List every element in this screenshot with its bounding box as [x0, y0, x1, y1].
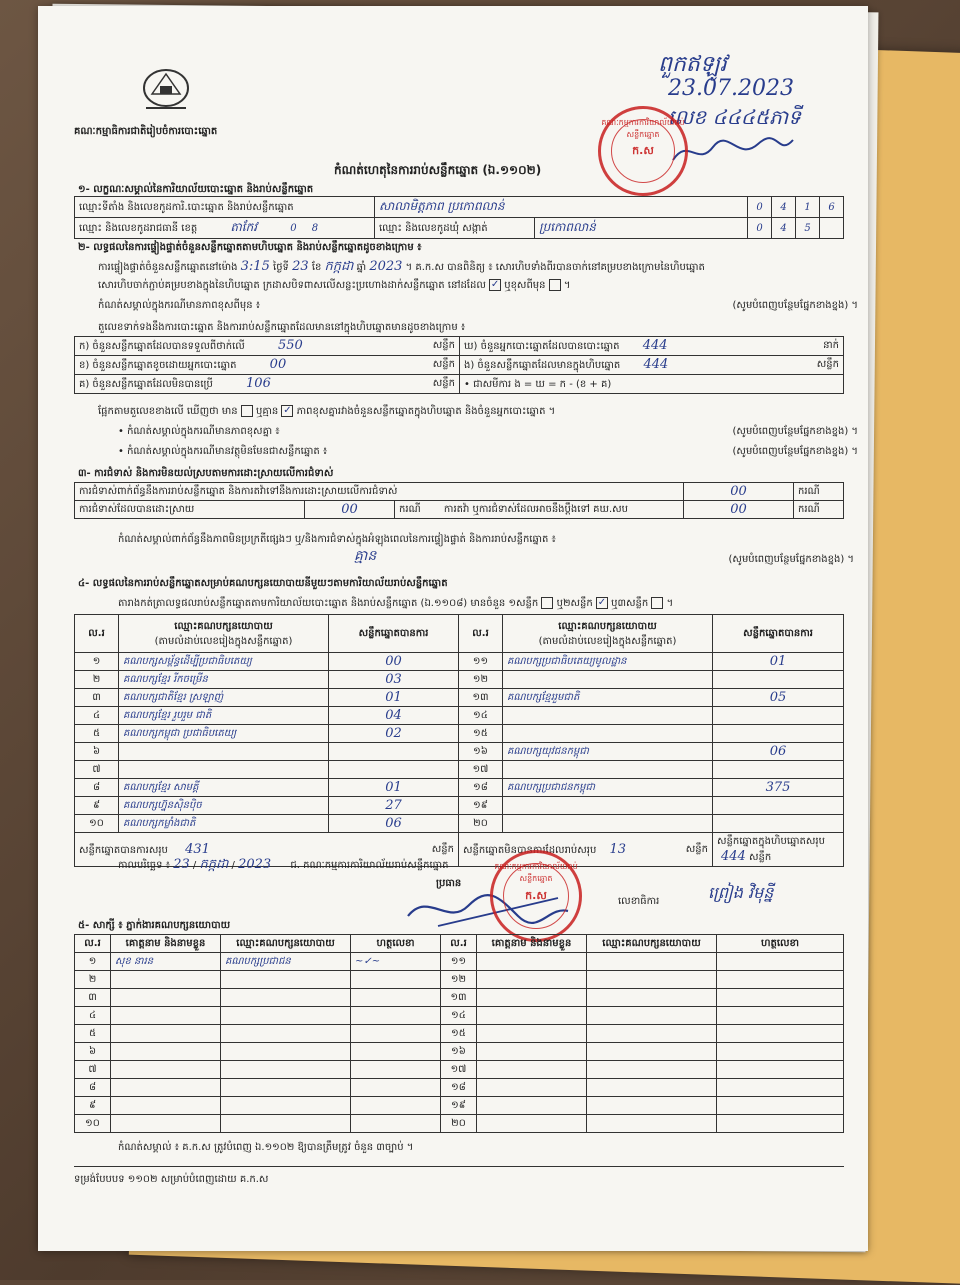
province-value: តាកែវ: [230, 220, 257, 234]
section3-title: ៣- ការជំទាស់ និងការមិនយល់ស្របតាមការដោះស្រាយលើការជំទាស់: [78, 466, 333, 481]
seal-status-line: សោរហិបចាក់ភ្ជាប់គម្របខាងក្នុងនៃហិបឆ្នោត ក្រដាសបិទពាសលើសន្លះប្រហោងដាក់សន្លឹកឆ្នោត នៅដដែល ✓ ឬខុសពីមុន ។: [98, 278, 570, 293]
figures-intro: តួលេខទាក់ទងនឹងការបោះឆ្នោត និងការរាប់សន្លឹកឆ្នោតដែលមាននៅក្នុងហិបឆ្នោតមានដូចខាងក្រោម ៖: [98, 320, 465, 335]
secretary-label: លេខាធិការ: [618, 894, 659, 909]
commune-value: ប្រកោពលាន់: [535, 218, 748, 239]
party-row-12-name: [503, 671, 713, 689]
ballots-in-box-label: ង) ចំនួនសន្លឹកឆ្នោតដែលមានក្នុងហិបឆ្នោត: [464, 360, 620, 371]
equation-label: • ជាសមីការ ង = ឃ = ក - (ខ + គ): [460, 375, 844, 394]
results-sheet-count: តារាងកត់ត្រាលទ្ធផលរាប់សន្លឹកឆ្នោតតាមការិយាល័យបោះឆ្នោត និងរាប់សន្លឹកឆ្នោត (ឯ.១១០៨) មានចំនួន ១សន្លឹក ឬ២សន្លឹក ✓ ឬ៣សន្លឹក ។: [118, 596, 673, 611]
verification-day: 23: [292, 259, 309, 274]
party-row-17-votes: [713, 761, 844, 779]
party-row-20-name: [503, 815, 713, 833]
handwritten-note-3: លេខ ៤៤៤៥ភាទី: [668, 104, 801, 134]
party-row-19-votes: [713, 797, 844, 815]
party-row-13-name: គណបក្សខ្មែររួមជាតិ: [503, 689, 713, 707]
party-row-4-name: គណបក្សខ្មែរ រួបរួម ជាតិ: [119, 707, 329, 725]
party-row-1-votes: 00: [329, 653, 459, 671]
handwritten-note-2: 23.07.2023: [668, 76, 794, 101]
signing-month: កក្កដា: [199, 857, 228, 872]
party-row-14-votes: [713, 707, 844, 725]
verification-month: កក្កដា: [325, 259, 354, 274]
objections-value: 00: [684, 483, 794, 501]
unused-ballots-label: គ) ចំនួនសន្លឹកឆ្នោតដែលមិនបានប្រើ: [79, 379, 213, 390]
footer-note: កំណត់សម្គាល់ ៖ គ.ក.ស ត្រូវបំពេញ ឯ.១១០២ ឱ្យបានត្រឹមត្រូវ ចំនួន ៣ច្បាប់ ។: [118, 1140, 413, 1155]
voters-value: 444: [643, 338, 668, 353]
unused-ballots-value: 106: [246, 376, 271, 391]
party-row-1-name: គណបក្សសម្ព័ន្ធដើម្បីប្រជាធិបតេយ្យ: [119, 653, 329, 671]
party-row-15-votes: [713, 725, 844, 743]
province-code-2: 8: [312, 223, 318, 234]
verification-time: 3:15: [241, 259, 270, 274]
party-row-3-votes: 01: [329, 689, 459, 707]
commune-code-3: 5: [796, 218, 820, 239]
authority-name: គណៈកម្មាធិការជាតិរៀបចំការបោះឆ្នោត: [74, 124, 217, 139]
section1-table: [74, 196, 844, 239]
party-row-6-name: [119, 743, 329, 761]
foreign-object-note: • កំណត់សម្គាល់ក្នុងករណីមានវត្ថុមិនមែនជាសន្លឹកឆ្នោត ៖ (សូមបំពេញបន្ថែមផ្នែកខាងខ្នង) ។: [118, 444, 858, 459]
footer-divider: [74, 1166, 844, 1167]
location-code-2: 4: [772, 197, 796, 218]
section5-title: ៥- សាក្សី ៖ ភ្នាក់ងារគណបក្សនយោបាយ: [78, 918, 230, 933]
commune-code-2: 4: [772, 218, 796, 239]
seal-unchanged-checkbox[interactable]: ✓: [489, 279, 501, 291]
discrepancy-yes-checkbox[interactable]: [241, 405, 253, 417]
province-label: ឈ្មោះ និងលេខកូដរាជធានី ខេត្ត: [79, 223, 197, 234]
province-code-1: 0: [290, 223, 296, 234]
ballot-figures-table: ក) ចំនួនសន្លឹកឆ្នោតដែលបានទទួលពីថាក់លើ 550 សន្លឹក ឃ) ចំនួនអ្នកបោះឆ្នោតដែលបានបោះឆ្នោត 444 នាក់ ខ) ចំនួនសន្លឹកឆ្នោតខូចដោយអ្នកបោះឆ្នោត 00 សន្លឹក ង) ចំនួនសន្លឹកឆ្នោតដែលមានក្នុងហិបឆ្នោត 444 សន្លឹក គ) ចំនួនសន្លឹកឆ្នោតដែលមិនបានប្រើ 106 សន្លឹក • ជាសមីការ ង = ឃ = ក - (ខ + គ): [74, 336, 844, 394]
resolved-value: 00: [305, 501, 395, 519]
voters-label: ឃ) ចំនួនអ្នកបោះឆ្នោតដែលបានបោះឆ្នោត: [464, 341, 620, 352]
location-value: សាលាមិត្តភាព ប្រកោពលាន់: [375, 197, 748, 218]
party-row-19-name: [503, 797, 713, 815]
received-ballots-value: 550: [278, 338, 303, 353]
party-row-7-votes: [329, 761, 459, 779]
commune-label: ឈ្មោះ និងលេខកូដឃុំ សង្កាត់: [375, 218, 535, 239]
secretary-name: ព្រៀង វិមុន្នី: [708, 882, 773, 906]
objections-label: ការជំទាស់ពាក់ព័ន្ធនឹងការរាប់សន្លឹកឆ្នោត និងការតវ៉ាទៅនឹងការដោះស្រាយលើការជំទាស់: [75, 483, 684, 501]
two-sheet-checkbox[interactable]: ✓: [596, 597, 608, 609]
party-row-8-votes: 01: [329, 779, 459, 797]
chair-label: ប្រធាន: [436, 876, 461, 891]
party-row-5-votes: 02: [329, 725, 459, 743]
party-row-11-name: គណបក្សប្រជាធិបតេយ្យមូលដ្ឋាន: [503, 653, 713, 671]
irregularity-note-value: គ្មាន: [354, 546, 376, 567]
verification-year: 2023: [369, 259, 402, 274]
party-row-14-name: [503, 707, 713, 725]
location-label: ឈ្មោះទីតាំង និងលេខកូដការិ.បោះឆ្នោត និងរាប់សន្លឹកឆ្នោត: [75, 197, 375, 218]
party-row-10-name: គណបក្សកម្លាំងជាតិ: [119, 815, 329, 833]
party-row-3-name: គណបក្សជាតិខ្មែរ ស្រឡាញ់: [119, 689, 329, 707]
total-valid-value: 431: [185, 842, 210, 857]
ballots-in-box-value: 444: [643, 357, 668, 372]
handwritten-note-1: ពួកឥឡូវ: [658, 50, 727, 82]
party-row-5-name: គណបក្សកម្ពុជា ប្រជាធិបតេយ្យ: [119, 725, 329, 743]
resolved-label: ការជំទាស់ដែលបានដោះស្រាយ: [75, 501, 305, 519]
party-row-2-name: គណបក្សខ្មែរ រីកចម្រើន: [119, 671, 329, 689]
discrepancy-line: ផ្អែកតាមតួលេខខាងលើ ឃើញថា មាន ឬគ្មាន ✓ ភាពខុសគ្នារវាងចំនួនសន្លឹកឆ្នោតក្នុងហិបឆ្នោត និងចំនួនអ្នកបោះឆ្នោត ។: [98, 404, 555, 419]
received-ballots-label: ក) ចំនួនសន្លឹកឆ្នោតដែលបានទទួលពីថាក់លើ: [79, 341, 245, 352]
signing-date-line: កាលបរិច្ឆេទ ៖ 23 / កក្កដា / 2023 ជ. គណៈកម្មការការិយាល័យរាប់សន្លឹកឆ្នោត: [118, 856, 448, 875]
commune-code-1: 0: [748, 218, 772, 239]
party-row-20-votes: [713, 815, 844, 833]
party-row-8-name: គណបក្សខ្មែរ សាមគ្គី: [119, 779, 329, 797]
discrepancy-note: • កំណត់សម្គាល់ក្នុងករណីមានភាពខុសគ្នា ៖ (សូមបំពេញបន្ថែមផ្នែកខាងខ្នង) ។: [118, 424, 858, 439]
emblem-icon: [138, 64, 194, 114]
party-row-17-name: [503, 761, 713, 779]
irregularity-note: កំណត់សម្គាល់ពាក់ព័ន្ធនឹងភាពមិនប្រក្រតីផ្សេងៗ ឬ/និងការជំទាស់ក្នុងអំឡុងពេលនៃការផ្ទៀងផ្ទាត់ និងការរាប់សន្លឹកឆ្នោត ៖: [118, 532, 556, 547]
location-code-1: 0: [748, 197, 772, 218]
witness-1-party: គណបក្សប្រជាជន: [221, 953, 351, 971]
location-code-4: 6: [820, 197, 844, 218]
spoiled-ballots-label: ខ) ចំនួនសន្លឹកឆ្នោតខូចដោយអ្នកបោះឆ្នោត: [79, 360, 236, 371]
total-box-value: 444: [721, 849, 746, 864]
seal-changed-checkbox[interactable]: [549, 279, 561, 291]
official-stamp-top: គណៈកម្មការការិយាល័យរាប់សន្លឹកឆ្នោត ក.ស: [598, 106, 688, 196]
section4-title: ៤- លទ្ធផលនៃការរាប់សន្លឹកឆ្នោតសម្រាប់គណបក្សនយោបាយនីមួយៗតាមការិយាល័យរាប់សន្លឹកឆ្នោត: [78, 576, 448, 591]
party-row-18-name: គណបក្សប្រជាជនកម្ពុជា: [503, 779, 713, 797]
witness-1-name: សុខ នារន: [111, 953, 221, 971]
party-row-16-name: គណបក្សយុវជនកម្ពុជា: [503, 743, 713, 761]
party-row-9-name: គណបក្សហ្វ៊ុនស៊ិនប៉ិច: [119, 797, 329, 815]
party-row-6-votes: [329, 743, 459, 761]
party-row-13-votes: 05: [713, 689, 844, 707]
difference-note-line: កំណត់សម្គាល់ក្នុងករណីមានភាពខុសពីមុន ៖ (សូមបំពេញបន្ថែមផ្នែកខាងខ្នង) ។: [98, 298, 858, 313]
form-sheet: គណៈកម្មាធិការជាតិរៀបចំការបោះឆ្នោត ពួកឥឡូវ 23.07.2023 លេខ ៤៤៤៥ភាទី គណៈកម្មការការិយាល័យរាប់សន្លឹកឆ្នោត ក.ស កំណត់ហេតុនៃការរាប់សន្លឹកឆ្នោត (ឯ.១១០២) ១- លក្ខណៈសម្គាល់នៃការិយាល័យបោះឆ្នោត និងរាប់សន្លឹកឆ្នោត ឈ្មោះទីតាំង និងលេខកូដការិ.បោះឆ្នោត និងរាប់សន្លឹកឆ្នោត សាលាមិត្តភាព ប្រកោពលាន់ 0 4 1 6 ឈ្មោះ និងលេខកូដរាជធានី ខេត្ត តាកែវ 0 8 ឈ្មោះ និងលេខកូដឃុំ សង្កាត់ ប្រកោពលាន់ 0 4 5 ២- លទ្ធផលនៃការផ្ទៀងផ្ទាត់ចំនួនសន្លឹកឆ្នោតតាមហិបឆ្នោត និងរាប់សន្លឹកឆ្នោតដូចខាងក្រោម ៖ ការផ្ទៀងផ្ទាត់ចំនួនសន្លឹកឆ្នោតនៅម៉ោង 3:15 ថ្ងៃទី 23 ខែ កក្កដា ឆ្នាំ 2023 ។ គ.ក.ស បានពិនិត្យ ៖ សោរហិបទាំងពីរបានចាក់នៅគម្របខាងក្រោមនៃហិបឆ្នោត សោរហិបចាក់ភ្ជាប់គម្របខាងក្នុងនៃហិបឆ្នោត ក្រដាសបិទពាសលើសន្លះប្រហោងដាក់សន្លឹកឆ្នោត នៅដដែល ✓ ឬខុសពីមុន ។ កំណត់សម្គាល់ក្នុងករណីមានភាពខុសពីមុន ៖ (សូមបំពេញបន្ថែមផ្នែកខាងខ្នង) ។ តួលេខទាក់ទងនឹងការបោះឆ្នោត និងការរាប់សន្លឹកឆ្នោតដែលមាននៅក្នុងហិបឆ្នោតមានដូចខាងក្រោម ៖ ក) ចំនួនសន្លឹកឆ្នោតដែលបានទទួលពីថាក់លើ 550 សន្លឹក ឃ) ចំនួនអ្នកបោះឆ្នោតដែលបានបោះឆ្នោត 444 នាក់ ខ) ចំនួនសន្លឹកឆ្នោតខូចដោយអ្នកបោះឆ្នោត 00 សន្លឹក ង) ចំនួនសន្លឹកឆ្នោតដែលមានក្នុងហិបឆ្នោត 444 សន្លឹក គ) ចំនួនសន្លឹកឆ្នោតដែលមិនបានប្រើ 106 សន្លឹក • ជាសមីការ ង = ឃ = ក - (ខ + គ) ផ្អែកតាមតួលេខខាងលើ ឃើញថា មាន ឬគ្មាន ✓ ភាពខុសគ្នារវាងចំនួនសន្លឹកឆ្នោតក្នុងហិបឆ្នោត និងចំនួនអ្នកបោះឆ្នោត ។ • កំណត់សម្គាល់ក្នុងករណីមានភាពខុសគ្នា ៖ (សូមបំពេញបន្ថែមផ្នែកខាងខ្នង) ។ • កំណត់សម្គាល់ក្នុងករណីមានវត្ថុមិនមែនជាសន្លឹកឆ្នោត ៖ (សូមបំពេញបន្ថែមផ្នែកខាងខ្នង) ។ ៣- ការជំទាស់ និងការមិនយល់ស្របតាមការដោះស្រាយលើការជំទាស់ ការជំទាស់ពាក់ព័ន្ធនឹងការរាប់សន្លឹកឆ្នោត និងការតវ៉ាទៅនឹងការដោះស្រាយលើការជំទាស់ 00 ករណី ការជំទាស់ដែលបានដោះស្រាយ 00 ករណី ការតវ៉ា ឬការជំទាស់ដែលអាចនឹងប្ដឹងទៅ គឃ.សប 00 ករណី កំណត់សម្គាល់ពាក់ព័ន្ធនឹងភាពមិនប្រក្រតីផ្សេងៗ ឬ/និងការជំទាស់ក្នុងអំឡុងពេលនៃការផ្ទៀងផ្ទាត់ និងការរាប់សន្លឹកឆ្នោត ៖ គ្មាន (សូមបំពេញបន្ថែមផ្នែកខាងខ្នង) ។ ៤- លទ្ធផលនៃការរាប់សន្លឹកឆ្នោតសម្រាប់គណបក្សនយោបាយនីមួយៗតាមការិយាល័យរាប់សន្លឹកឆ្នោត តារាងកត់ត្រាលទ្ធផលរាប់សន្លឹកឆ្នោតតាមការិយាល័យបោះឆ្នោត និងរាប់សន្លឹកឆ្នោត (ឯ.១១០៨) មានចំនួន ១សន្លឹក ឬ២សន្លឹក ✓ ឬ៣សន្លឹក ។ ល.រ ឈ្មោះគណបក្សនយោបាយ (តាមលំដាប់លេខរៀងក្នុងសន្លឹកឆ្នោត) សន្លឹកឆ្នោតបានការ ល.រ ឈ្មោះគណបក្សនយោបាយ (តាមលំដាប់លេខរៀងក្នុងសន្លឹកឆ្នោត) សន្លឹកឆ្នោតបានការ ១ គណបក្សសម្ព័ន្ធដើម្បីប្រជាធិបតេយ្យ 00 ១១ គណបក្សប្រជាធិបតេយ្យមូលដ្ឋាន 01 ២ គណបក្សខ្មែរ រីកចម្រើន 03 ១២ ៣ គណបក្សជាតិខ្មែរ ស្រឡាញ់ 01 ១៣ គណបក្សខ្មែររួមជាតិ 05 ៤ គណបក្សខ្មែរ រួបរួម ជាតិ 04 ១៤ ៥ គណបក្សកម្ពុជា ប្រជាធិបតេយ្យ 02 ១៥ ៦ ១៦ គណបក្សយុវជនកម្ពុជា 06 ៧ ១៧ ៨ គណបក្សខ្មែរ សាមគ្គី 01 ១៨ គណបក្សប្រជាជនកម្ពុជា 375 ៩ គណបក្សហ្វ៊ុនស៊ិនប៉ិច 27 ១៩ ១០ គណបក្សកម្លាំងជាតិ 06 ២០ សន្លឹកឆ្នោតបានការសរុប 431 សន្លឹក សន្លឹកឆ្នោតមិនបានការដែលរាប់សរុប 13 សន្លឹក សន្លឹកឆ្នោតក្នុងហិបឆ្នោតសរុប 444 សន្លឹក កាលបរិច្ឆេទ ៖ 23 / កក្កដា / 2023 ជ. គណៈកម្មការការិយាល័យរាប់សន្លឹកឆ្នោត ប្រធាន លេខាធិការ ព្រៀង វិមុន្នី គណៈកម្មការការិយាល័យរាប់សន្លឹកឆ្នោត ក.ស ៥- សាក្សី ៖ ភ្នាក់ងារគណបក្សនយោបាយ ល.រ គោត្តនាម និងនាមខ្លួន ឈ្មោះគណបក្សនយោបាយ ហត្ថលេខា ល.រ គោត្តនាម និងនាមខ្លួន ឈ្មោះគណបក្សនយោបាយ ហត្ថលេខា ១ សុខ នារន គណបក្សប្រជាជន ~✓~ ១១ ២ ១២ ៣ ១៣ ៤ ១៤ ៥ ១៥ ៦ ១៦ ៧ ១៧ ៨ ១៨ ៩ ១៩ ១០ ២០ កំណត់សម្គាល់ ៖ គ.ក.ស ត្រូវបំពេញ ឯ.១១០២ ឱ្យបានត្រឹមត្រូវ ចំនួន ៣ច្បាប់ ។ ទម្រង់បែបបទ ១១០២ សម្រាប់បំពេញដោយ គ.ក.ស: [38, 6, 868, 1251]
party-row-11-votes: 01: [713, 653, 844, 671]
objections-table: ការជំទាស់ពាក់ព័ន្ធនឹងការរាប់សន្លឹកឆ្នោត និងការតវ៉ាទៅនឹងការដោះស្រាយលើការជំទាស់ 00 ករណី ការជំទាស់ដែលបានដោះស្រាយ 00 ករណី ការតវ៉ា ឬការជំទាស់ដែលអាចនឹងប្ដឹងទៅ គឃ.សប 00 ករណី: [74, 482, 844, 519]
discrepancy-no-checkbox[interactable]: ✓: [281, 405, 293, 417]
appeal-value: 00: [684, 501, 794, 519]
party-row-2-votes: 03: [329, 671, 459, 689]
party-row-4-votes: 04: [329, 707, 459, 725]
party-row-16-votes: 06: [713, 743, 844, 761]
location-code-3: 1: [796, 197, 820, 218]
signing-year: 2023: [238, 857, 271, 872]
witness-1-signature: ~✓~: [351, 953, 441, 971]
party-row-10-votes: 06: [329, 815, 459, 833]
official-stamp-bottom: គណៈកម្មការការិយាល័យរាប់សន្លឹកឆ្នោត ក.ស: [490, 850, 582, 942]
witness-table: ល.រ គោត្តនាម និងនាមខ្លួន ឈ្មោះគណបក្សនយោបាយ ហត្ថលេខា ល.រ គោត្តនាម និងនាមខ្លួន ឈ្មោះគណបក្សនយោបាយ ហត្ថលេខា ១ សុខ នារន គណបក្សប្រជាជន ~✓~ ១១ ២ ១២ ៣ ១៣ ៤ ១៤ ៥ ១៥ ៦ ១៦ ៧ ១៧ ៨ ១៨ ៩ ១៩ ១០ ២០: [74, 934, 844, 1133]
party-row-9-votes: 27: [329, 797, 459, 815]
spoiled-ballots-value: 00: [270, 357, 287, 372]
three-sheet-checkbox[interactable]: [651, 597, 663, 609]
party-row-12-votes: [713, 671, 844, 689]
total-invalid-value: 13: [610, 842, 627, 857]
party-row-15-name: [503, 725, 713, 743]
one-sheet-checkbox[interactable]: [541, 597, 553, 609]
party-row-7-name: [119, 761, 329, 779]
signing-day: 23: [173, 857, 190, 872]
verification-line: ការផ្ទៀងផ្ទាត់ចំនួនសន្លឹកឆ្នោតនៅម៉ោង 3:15 ថ្ងៃទី 23 ខែ កក្កដា ឆ្នាំ 2023 ។ គ.ក.ស បានពិនិត្យ ៖ សោរហិបទាំងពីរបានចាក់នៅគម្របខាងក្រោមនៃហិបឆ្នោត: [98, 258, 858, 277]
party-row-18-votes: 375: [713, 779, 844, 797]
section1-title: ១- លក្ខណៈសម្គាល់នៃការិយាល័យបោះឆ្នោត និងរាប់សន្លឹកឆ្នោត: [78, 182, 313, 197]
results-table: ល.រ ឈ្មោះគណបក្សនយោបាយ (តាមលំដាប់លេខរៀងក្នុងសន្លឹកឆ្នោត) សន្លឹកឆ្នោតបានការ ល.រ ឈ្មោះគណបក្សនយោបាយ (តាមលំដាប់លេខរៀងក្នុងសន្លឹកឆ្នោត) សន្លឹកឆ្នោតបានការ ១ គណបក្សសម្ព័ន្ធដើម្បីប្រជាធិបតេយ្យ 00 ១១ គណបក្សប្រជាធិបតេយ្យមូលដ្ឋាន 01 ២ គណបក្សខ្មែរ រីកចម្រើន 03 ១២ ៣ គណបក្សជាតិខ្មែរ ស្រឡាញ់ 01 ១៣ គណបក្សខ្មែររួមជាតិ 05 ៤ គណបក្សខ្មែរ រួបរួម ជាតិ 04 ១៤ ៥ គណបក្សកម្ពុជា ប្រជាធិបតេយ្យ 02 ១៥ ៦ ១៦ គណបក្សយុវជនកម្ពុជា 06 ៧ ១៧ ៨ គណបក្សខ្មែរ សាមគ្គី 01 ១៨ គណបក្សប្រជាជនកម្ពុជា 375 ៩ គណបក្សហ្វ៊ុនស៊ិនប៉ិច 27 ១៩ ១០ គណបក្សកម្លាំងជាតិ 06 ២០ សន្លឹកឆ្នោតបានការសរុប 431 សន្លឹក សន្លឹកឆ្នោតមិនបានការដែលរាប់សរុប 13 សន្លឹក សន្លឹកឆ្នោតក្នុងហិបឆ្នោតសរុប 444 សន្លឹក: [74, 614, 844, 867]
form-footer: ទម្រង់បែបបទ ១១០២ សម្រាប់បំពេញដោយ គ.ក.ស: [74, 1172, 268, 1187]
section2-title: ២- លទ្ធផលនៃការផ្ទៀងផ្ទាត់ចំនួនសន្លឹកឆ្នោតតាមហិបឆ្នោត និងរាប់សន្លឹកឆ្នោតដូចខាងក្រោម ៖: [78, 240, 422, 255]
appeal-label: ការតវ៉ា ឬការជំទាស់ដែលអាចនឹងប្ដឹងទៅ គឃ.សប: [444, 504, 628, 515]
form-title: កំណត់ហេតុនៃការរាប់សន្លឹកឆ្នោត (ឯ.១១០២): [334, 162, 541, 180]
